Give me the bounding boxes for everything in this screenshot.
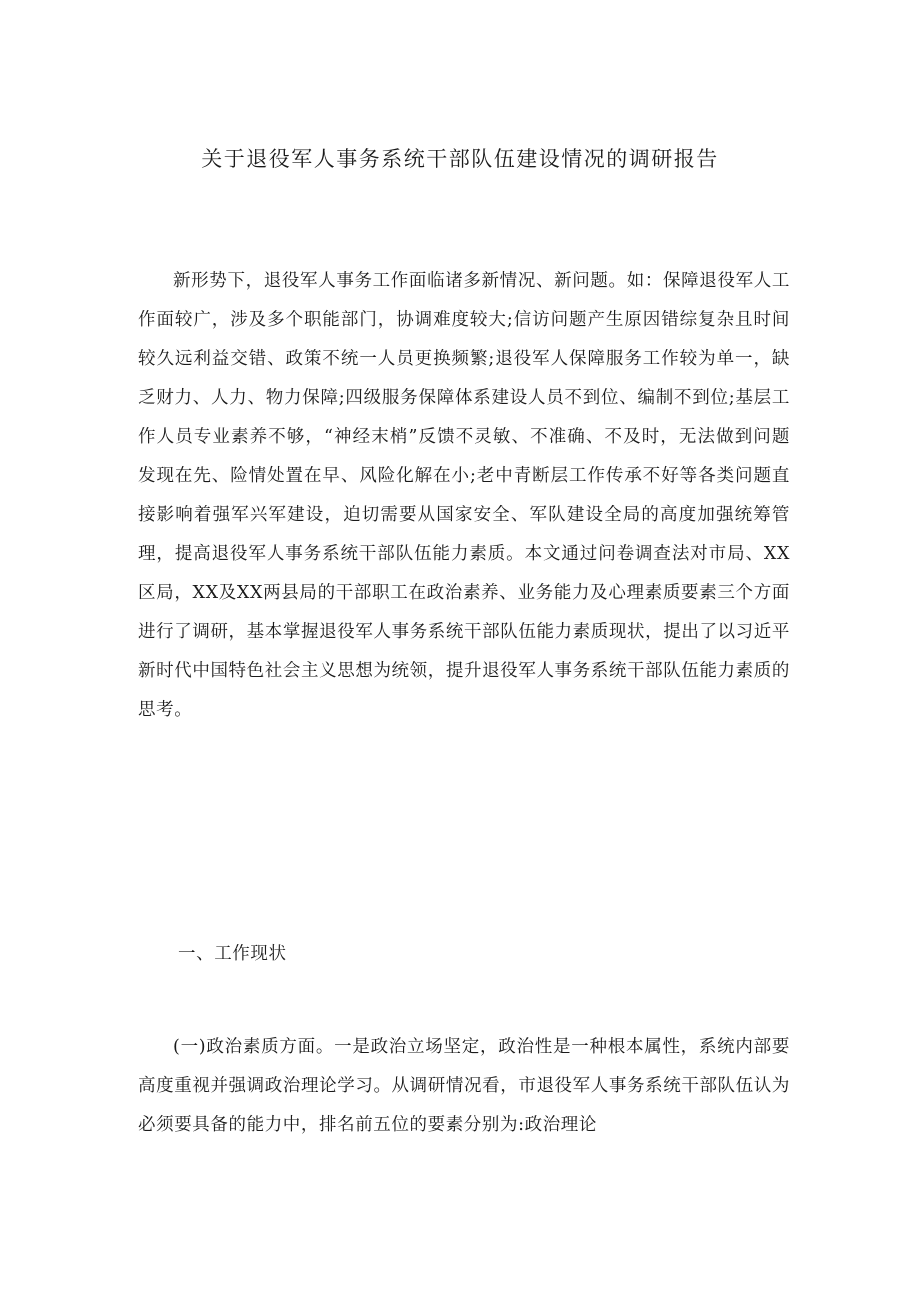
- intro-paragraph: 新形势下，退役军人事务工作面临诸多新情况、新问题。如：保障退役军人工作面较广，涉及多个职能部门，协调难度较大;信访问题产生原因错综复杂且时间较久远利益交错、政策不统一人员更换频繁;退役军人保障服务工作较为单一，缺乏财力、人力、物力保障;四级服务保障体系建设人员不到位、编制不到位;基层工作人员专业素养不够，“神经末梢”反馈不灵敏、不准确、不及时，无法做到问题发现在先、险情处置在早、风险化解在小;老中青断层工作传承不好等各类问题直接影响着强军兴军建设，迫切需要从国家安全、军队建设全局的高度加强统筹管理，提高退役军人事务系统干部队伍能力素质。本文通过问卷调查法对市局、XX区局，XX及XX两县局的干部职工在政治素养、业务能力及心理素质要素三个方面进行了调研，基本掌握退役军人事务系统干部队伍能力素质现状，提出了以习近平新时代中国特色社会主义思想为统领，提升退役军人事务系统干部队伍能力素质的思考。: [138, 271, 790, 720]
- document-title: 关于退役军人事务系统干部队伍建设情况的调研报告: [201, 147, 719, 171]
- subsection-political-quality-paragraph: (一)政治素质方面。一是政治立场坚定，政治性是一种根本属性，系统内部要高度重视并强调政治理论学习。从调研情况看，市退役军人事务系统干部队伍认为必须要具备的能力中，排名前五位的要素分别为:政治理论: [138, 1037, 790, 1135]
- section-heading-work-status: 一、工作现状: [178, 944, 287, 964]
